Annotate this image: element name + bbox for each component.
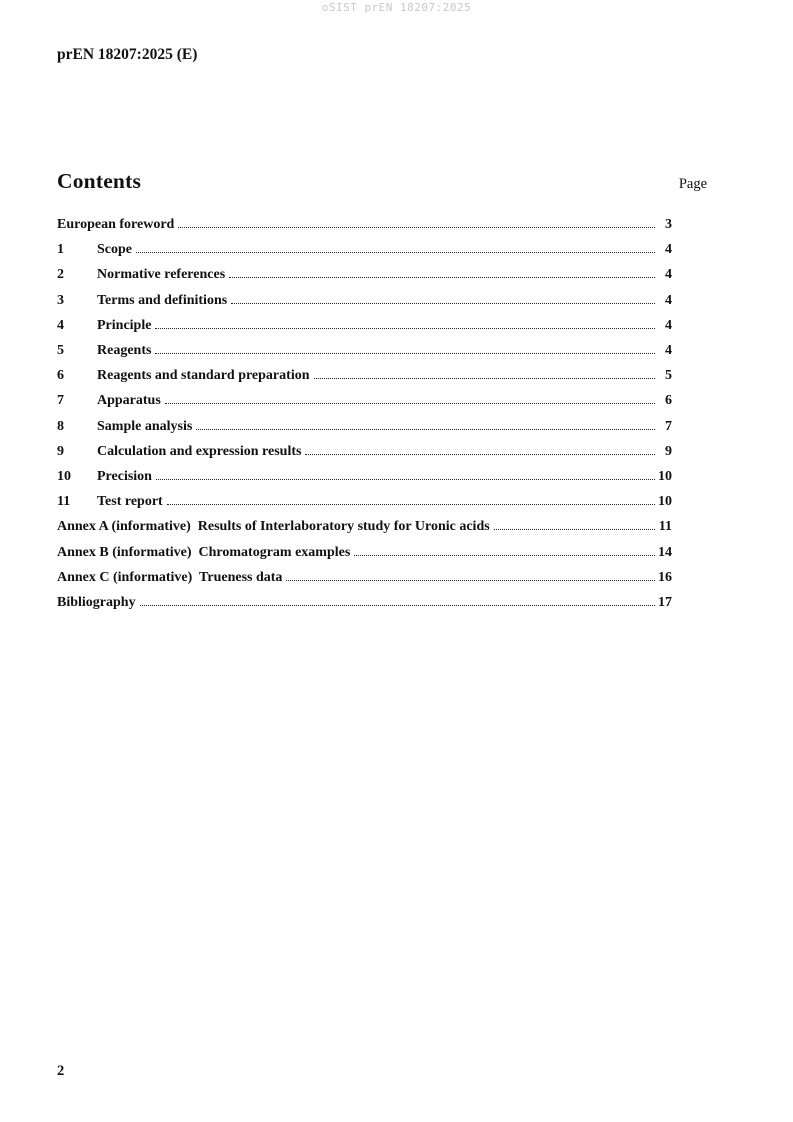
dot-leader: [155, 353, 655, 354]
dot-leader: [305, 454, 655, 455]
footer-page-number: 2: [57, 1063, 65, 1079]
dot-leader: [136, 252, 655, 253]
dot-leader: [231, 303, 655, 304]
toc-entry[interactable]: [57, 212, 672, 237]
toc-entry-label: Reagents and standard preparation: [97, 368, 310, 384]
toc-entry-number: 3: [57, 292, 64, 308]
toc-entry-number: 5: [57, 343, 64, 359]
dot-leader: [314, 378, 656, 379]
toc-entry-page: 4: [665, 317, 672, 333]
toc-entry-label: Normative references: [97, 267, 226, 283]
toc-entry-page: 3: [665, 217, 672, 232]
toc-entry[interactable]: [57, 540, 672, 565]
toc-entry[interactable]: [57, 514, 672, 539]
toc-entry-label: Scope: [97, 242, 132, 258]
toc-entry-page: 6: [665, 393, 672, 409]
toc-entry-page: 4: [665, 267, 672, 283]
toc-entry-label: Annex C (informative) Trueness data: [57, 569, 283, 585]
toc-entry[interactable]: [57, 338, 672, 363]
dot-leader: [196, 429, 655, 430]
toc-list: [57, 212, 672, 615]
toc-entry-page: 11: [658, 519, 672, 535]
toc-entry-page: 7: [665, 418, 672, 434]
toc-entry-number: 4: [57, 317, 64, 333]
toc-entry-page: 4: [665, 242, 672, 258]
toc-entry-number: 6: [57, 368, 64, 384]
dot-leader: [178, 227, 655, 228]
toc-entry-label: Precision: [97, 469, 152, 485]
toc-entry[interactable]: [57, 414, 672, 439]
toc-entry-label: Principle: [97, 317, 152, 333]
toc-entry-page: 10: [658, 469, 672, 485]
toc-entry-number: 1: [57, 242, 64, 258]
dot-leader: [165, 403, 655, 404]
toc-entry[interactable]: [57, 237, 672, 262]
toc-entry[interactable]: [57, 288, 672, 313]
toc-entry[interactable]: [57, 565, 672, 590]
toc-entry-page: 4: [665, 343, 672, 359]
toc-entry-number: 2: [57, 267, 64, 283]
toc-entry-page: 5: [665, 368, 672, 384]
contents-title: Contents: [57, 169, 142, 193]
dot-leader: [286, 580, 655, 581]
toc-entry[interactable]: [57, 388, 672, 413]
toc-entry-label: Calculation and expression results: [97, 443, 302, 459]
dot-leader: [354, 555, 655, 556]
toc-entry-label: Apparatus: [97, 393, 161, 409]
toc-entry[interactable]: [57, 489, 672, 514]
toc-entry[interactable]: [57, 313, 672, 338]
toc-entry-label: Terms and definitions: [97, 292, 228, 308]
dot-leader: [167, 504, 655, 505]
toc-entry-label: Reagents: [97, 343, 152, 359]
toc-entry-page: 14: [658, 544, 672, 560]
dot-leader: [140, 605, 655, 606]
toc-entry-page: 17: [658, 595, 672, 611]
toc-entry-page: 9: [665, 443, 672, 459]
toc-entry-number: 11: [57, 494, 71, 510]
toc-entry-label: European foreword: [57, 217, 175, 232]
toc-entry[interactable]: [57, 590, 672, 615]
toc-entry-number: 7: [57, 393, 64, 409]
toc-entry-label: Test report: [97, 494, 163, 510]
toc-entry-page: 10: [658, 494, 672, 510]
contents-header: [57, 169, 707, 194]
toc-entry[interactable]: [57, 439, 672, 464]
toc-entry-label: Annex B (informative) Chromatogram examples: [57, 544, 351, 560]
dot-leader: [155, 328, 655, 329]
toc-entry-number: 10: [57, 469, 71, 485]
toc-entry-page: 16: [658, 569, 672, 585]
dot-leader: [156, 479, 655, 480]
toc-entry-number: 9: [57, 443, 64, 459]
document-reference: prEN 18207:2025 (E): [57, 46, 198, 63]
toc-entry[interactable]: [57, 464, 672, 489]
toc-entry-label: Sample analysis: [97, 418, 193, 434]
dot-leader: [229, 277, 655, 278]
page-column-label: Page: [678, 176, 707, 192]
watermark-text: oSIST prEN 18207:2025: [321, 1, 472, 14]
toc-entry[interactable]: [57, 363, 672, 388]
toc-entry-label: Bibliography: [57, 595, 136, 611]
toc-entry-label: Annex A (informative) Results of Interlaboratory study for Uronic acids: [57, 519, 490, 535]
toc-entry-number: 8: [57, 418, 64, 434]
toc-entry[interactable]: [57, 262, 672, 287]
toc-entry-page: 4: [665, 292, 672, 308]
dot-leader: [494, 529, 655, 530]
